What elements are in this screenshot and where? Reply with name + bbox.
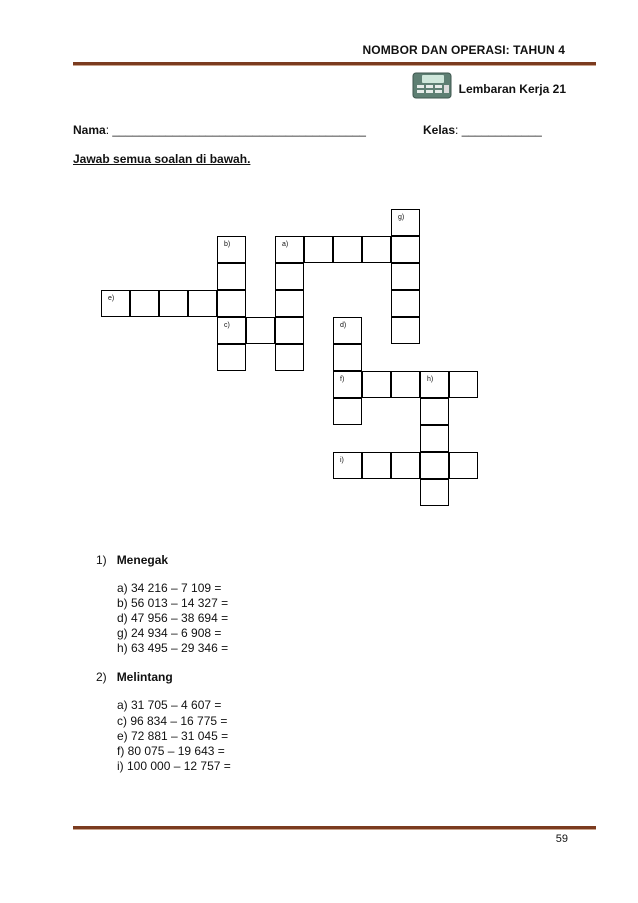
crossword-cell[interactable] <box>275 344 304 371</box>
crossword-cell[interactable] <box>449 371 478 398</box>
crossword-cell[interactable] <box>333 344 362 371</box>
section-title: Melintang <box>116 670 173 684</box>
crossword-cell[interactable] <box>246 317 275 344</box>
crossword-cell[interactable] <box>391 452 420 479</box>
question-item: a) 31 705 – 4 607 = <box>117 698 222 712</box>
section-title: Menegak <box>116 553 169 567</box>
crossword-cell[interactable] <box>420 371 449 398</box>
question-item: g) 24 934 – 6 908 = <box>117 626 222 640</box>
crossword-cell[interactable] <box>362 371 391 398</box>
crossword-cell[interactable] <box>420 452 449 479</box>
crossword-cell[interactable] <box>217 236 246 263</box>
name-blank: : ______________________________________ <box>105 123 366 137</box>
crossword-cell[interactable] <box>275 236 304 263</box>
crossword-cell[interactable] <box>362 236 391 263</box>
page-header-title: NOMBOR DAN OPERASI: TAHUN 4 <box>362 43 565 57</box>
crossword-cell[interactable] <box>217 344 246 371</box>
crossword-cell[interactable] <box>217 290 246 317</box>
crossword-cell[interactable] <box>391 290 420 317</box>
clue-number-label: a) <box>282 241 289 248</box>
worksheet-number: Lembaran Kerja 21 <box>458 82 566 96</box>
crossword-cell[interactable] <box>449 452 478 479</box>
clue-number-label: c) <box>224 322 230 329</box>
crossword-cell[interactable] <box>362 452 391 479</box>
question-item: i) 100 000 – 12 757 = <box>117 759 231 773</box>
crossword-cell[interactable] <box>333 398 362 425</box>
crossword-cell[interactable] <box>304 236 333 263</box>
crossword-cell[interactable] <box>333 317 362 344</box>
name-label: Nama <box>73 123 106 137</box>
question-item: c) 96 834 – 16 775 = <box>117 714 228 728</box>
crossword-cell[interactable] <box>275 263 304 290</box>
clue-number-label: h) <box>427 376 434 383</box>
crossword-cell[interactable] <box>420 425 449 452</box>
crossword-cell[interactable] <box>420 398 449 425</box>
crossword-cell[interactable] <box>217 263 246 290</box>
instruction: Jawab semua soalan di bawah. <box>73 152 251 166</box>
crossword-cell[interactable] <box>420 479 449 506</box>
crossword-cell[interactable] <box>101 290 130 317</box>
crossword-cell[interactable] <box>275 290 304 317</box>
section-number: 1) <box>96 553 107 567</box>
crossword-cell[interactable] <box>217 317 246 344</box>
crossword-cell[interactable] <box>159 290 188 317</box>
crossword-cell[interactable] <box>130 290 159 317</box>
crossword-cell[interactable] <box>391 209 420 236</box>
crossword-cell[interactable] <box>333 371 362 398</box>
clue-number-label: i) <box>340 457 344 464</box>
question-item: d) 47 956 – 38 694 = <box>117 611 229 625</box>
class-label: Kelas <box>423 123 456 137</box>
clue-number-label: d) <box>340 322 347 329</box>
question-item: h) 63 495 – 29 346 = <box>117 641 229 655</box>
crossword-cell[interactable] <box>188 290 217 317</box>
question-item: e) 72 881 – 31 045 = <box>117 729 229 743</box>
page-number: 59 <box>555 833 568 845</box>
class-blank: : ____________ <box>455 123 542 137</box>
crossword-cell[interactable] <box>391 236 420 263</box>
clue-number-label: f) <box>340 376 345 383</box>
section-menegak <box>96 553 168 567</box>
crossword-cell[interactable] <box>333 452 362 479</box>
clue-number-label: e) <box>108 295 115 302</box>
crossword-cell[interactable] <box>333 236 362 263</box>
section-number: 2) <box>96 670 107 684</box>
footer-rule <box>73 826 596 829</box>
crossword-cell[interactable] <box>391 263 420 290</box>
clue-number-label: b) <box>224 241 231 248</box>
crossword-cell[interactable] <box>391 317 420 344</box>
question-item: f) 80 075 – 19 643 = <box>117 744 225 758</box>
question-item: a) 34 216 – 7 109 = <box>117 581 222 595</box>
crossword-cell[interactable] <box>275 317 304 344</box>
section-melintang <box>96 670 173 684</box>
clue-number-label: g) <box>398 214 405 221</box>
crossword-cell[interactable] <box>391 371 420 398</box>
question-item: b) 56 013 – 14 327 = <box>117 596 229 610</box>
